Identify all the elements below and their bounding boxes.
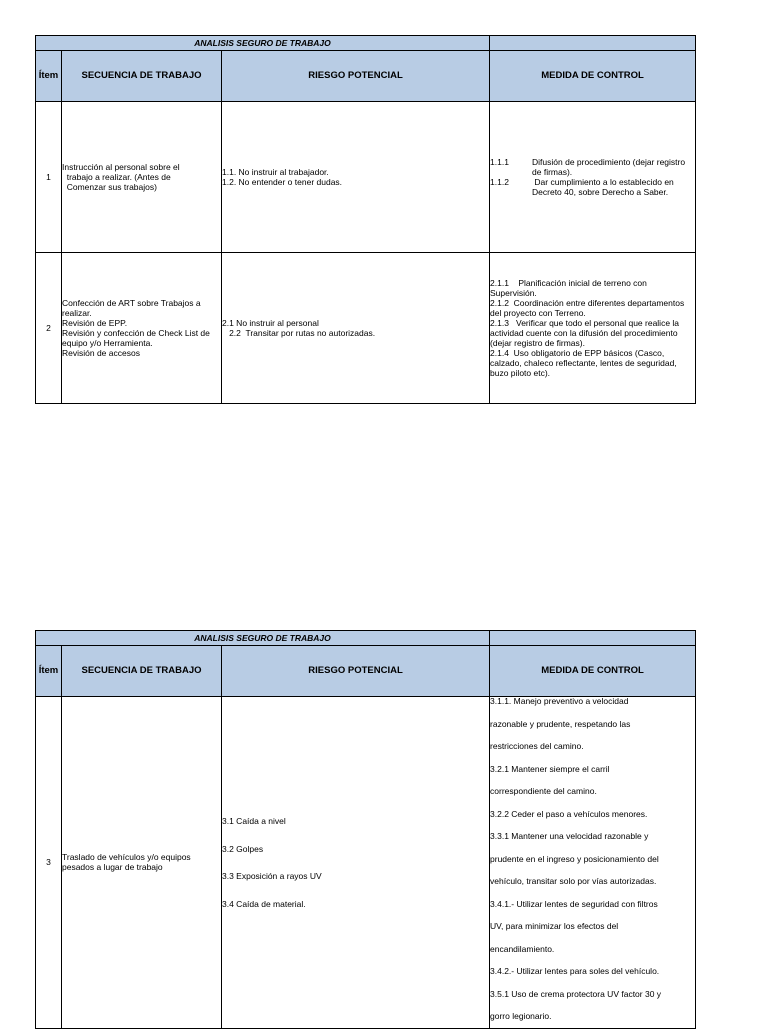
row-control: 2.1.1 Planificación inicial de terreno con Supervisión. 2.1.2 Coordinación entre diferentes departamentos del proyecto con Terreno. 2.1.3 Verificar que todo el personal que realice la actividad cuente con la difusión del procedimiento (dejar registro de firmas). 2.1.4 Uso obligatorio de EPP básicos (Casco, calzado, chaleco reflectante, lentes de seguridad, buzo piloto etc). — [490, 253, 696, 404]
table-row — [36, 253, 696, 404]
header-item: Ítem — [36, 646, 62, 697]
header-risk: RIESGO POTENCIAL — [222, 51, 490, 102]
table-row — [36, 697, 696, 1029]
row-control — [490, 102, 696, 253]
row-item-number: 2 — [36, 253, 62, 404]
header-sequence: SECUENCIA DE TRABAJO — [62, 51, 222, 102]
header-control: MEDIDA DE CONTROL — [490, 51, 696, 102]
ast-table-2 — [35, 630, 696, 1029]
row-control: 3.1.1. Manejo preventivo a velocidad razonable y prudente, respetando las restricciones del camino. 3.2.1 Mantener siempre el carril correspondiente del camino. 3.2.2 Ceder el paso a vehículos menores. 3.3.1 Mantener una velocidad razonable y prudente en el ingreso y posicionamiento del vehículo, transitar solo por vías autorizadas. 3.4.1.- Utilizar lentes de seguridad con filtros UV, para minimizar los efectos del encandilamiento. 3.4.2.- Utilizar lentes para soles del vehículo. 3.5.1 Uso de crema protectora UV factor 30 y gorro legionario. — [490, 697, 696, 1029]
title-blank-cell — [490, 36, 696, 51]
table-title: ANALISIS SEGURO DE TRABAJO — [36, 36, 490, 51]
row-sequence: Confección de ART sobre Trabajos a realizar. Revisión de EPP. Revisión y confección de Check List de equipo y/o Herramienta. Revisión de accesos — [62, 253, 222, 404]
row-sequence: Instrucción al personal sobre el trabajo a realizar. (Antes de Comenzar sus trabajos) — [62, 102, 222, 253]
row-sequence: Traslado de vehículos y/o equipos pesados a lugar de trabajo — [62, 697, 222, 1029]
table-row — [36, 102, 696, 253]
table-title: ANALISIS SEGURO DE TRABAJO — [36, 631, 490, 646]
header-item: Ítem — [36, 51, 62, 102]
control-item: 1.1.2 Dar cumplimiento a lo establecido en Decreto 40, sobre Derecho a Saber. — [490, 177, 677, 197]
title-blank-cell — [490, 631, 696, 646]
row-item-number: 1 — [36, 102, 62, 253]
header-risk: RIESGO POTENCIAL — [222, 646, 490, 697]
row-risk: 2.1 No instruir al personal 2.2 Transitar por rutas no autorizadas. — [222, 253, 490, 404]
row-item-number: 3 — [36, 697, 62, 1029]
header-sequence: SECUENCIA DE TRABAJO — [62, 646, 222, 697]
ast-table-1 — [35, 35, 696, 404]
control-item: 1.1.1 Difusión de procedimiento (dejar registro de firmas). — [490, 157, 686, 177]
row-risk: 1.1. No instruir al trabajador. 1.2. No entender o tener dudas. — [222, 102, 490, 253]
row-risk: 3.1 Caída a nivel 3.2 Golpes 3.3 Exposición a rayos UV 3.4 Caída de material. — [222, 697, 490, 1029]
header-control: MEDIDA DE CONTROL — [490, 646, 696, 697]
